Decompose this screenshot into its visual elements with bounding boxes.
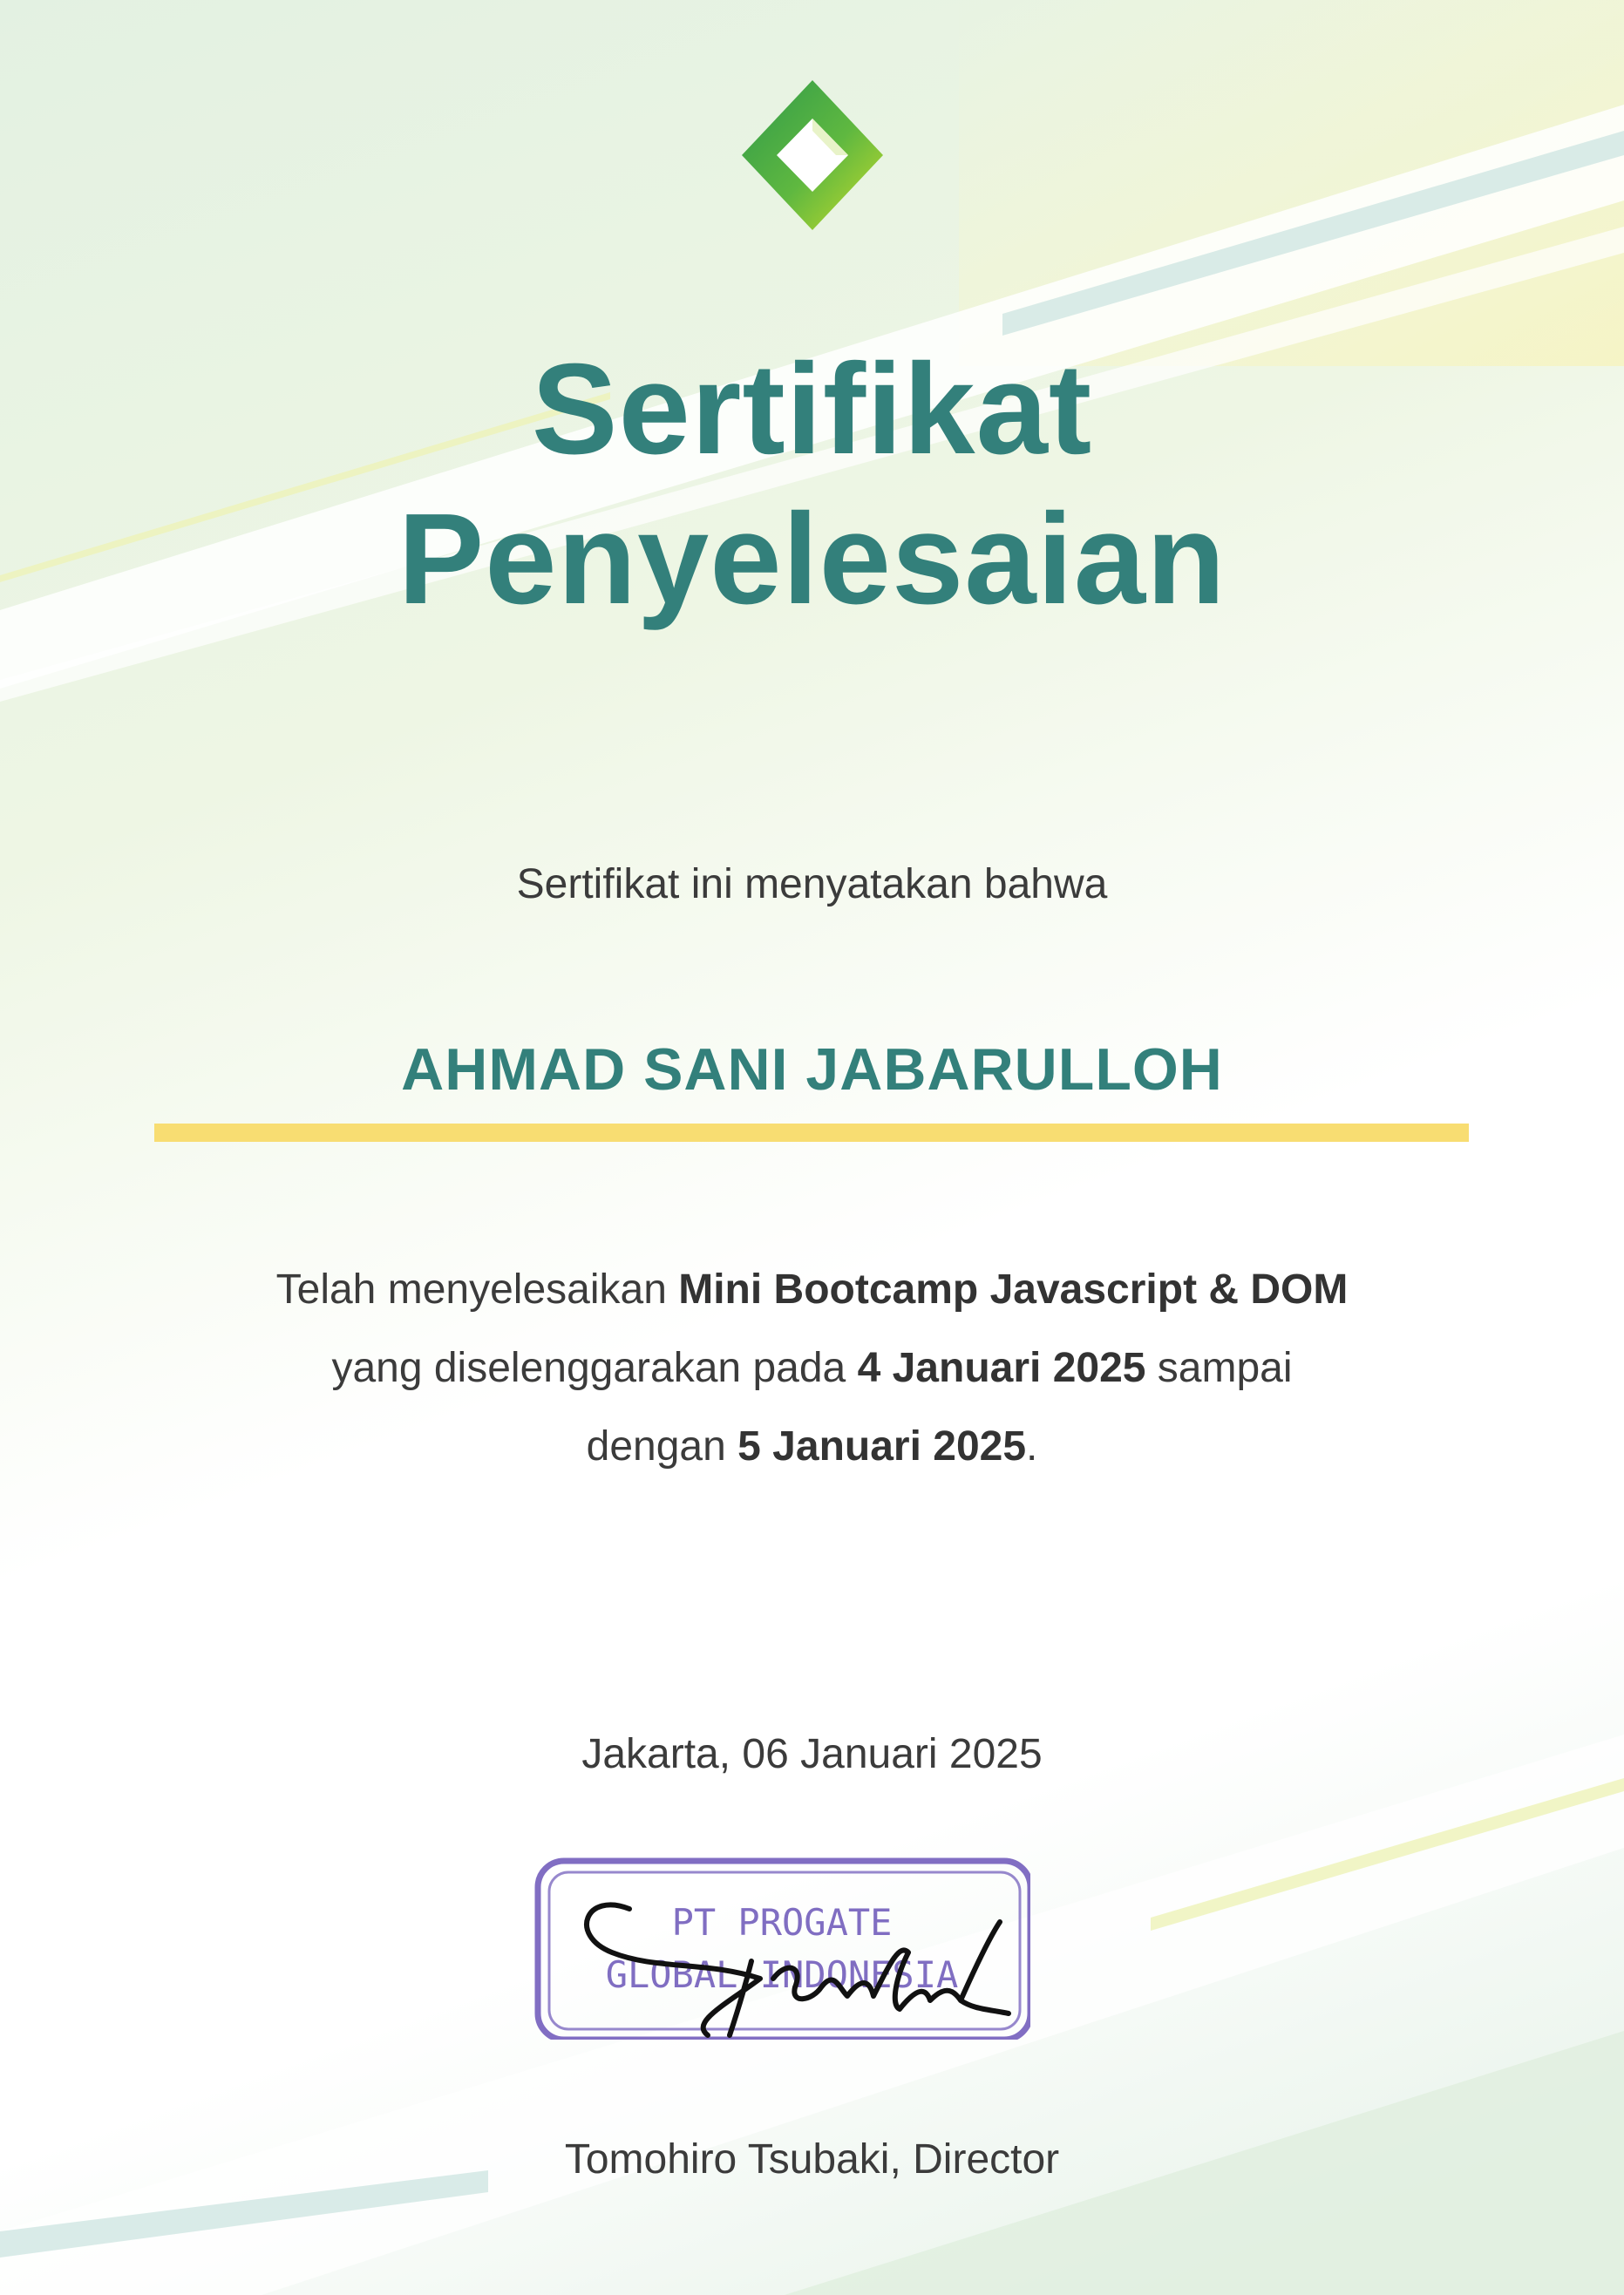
title-line-1: Sertifikat bbox=[531, 337, 1093, 481]
recipient-name: AHMAD SANI JABARULLOH bbox=[401, 1036, 1223, 1103]
name-underline bbox=[154, 1124, 1469, 1142]
with-text: dengan bbox=[586, 1423, 738, 1470]
stamp-line-1: PT PROGATE bbox=[671, 1901, 893, 1944]
completion-prefix: Telah menyelesaikan bbox=[275, 1266, 679, 1313]
intro-text: Sertifikat ini menyatakan bahwa bbox=[516, 861, 1108, 907]
diamond-logo-icon bbox=[742, 80, 883, 230]
completion-line-3 bbox=[0, 1421, 1624, 1473]
held-text: yang diselenggarakan pada bbox=[331, 1345, 858, 1391]
until-text: sampai bbox=[1145, 1345, 1293, 1391]
signatory-name: Tomohiro Tsubaki, Director bbox=[564, 2136, 1060, 2183]
completion-line-1 bbox=[0, 1264, 1624, 1316]
title-line-2: Penyelesaian bbox=[398, 487, 1226, 631]
stamp-line-2: GLOBAL INDONESIA bbox=[605, 1953, 959, 1996]
course-name: Mini Bootcamp Javascript & DOM bbox=[678, 1266, 1349, 1313]
period-text: . bbox=[1026, 1423, 1038, 1470]
completion-line-2 bbox=[0, 1342, 1624, 1395]
start-date: 4 Januari 2025 bbox=[857, 1345, 1146, 1391]
end-date: 5 Januari 2025 bbox=[737, 1423, 1027, 1470]
place-date: Jakarta, 06 Januari 2025 bbox=[581, 1731, 1043, 1777]
company-stamp-signature bbox=[533, 1857, 1030, 2040]
